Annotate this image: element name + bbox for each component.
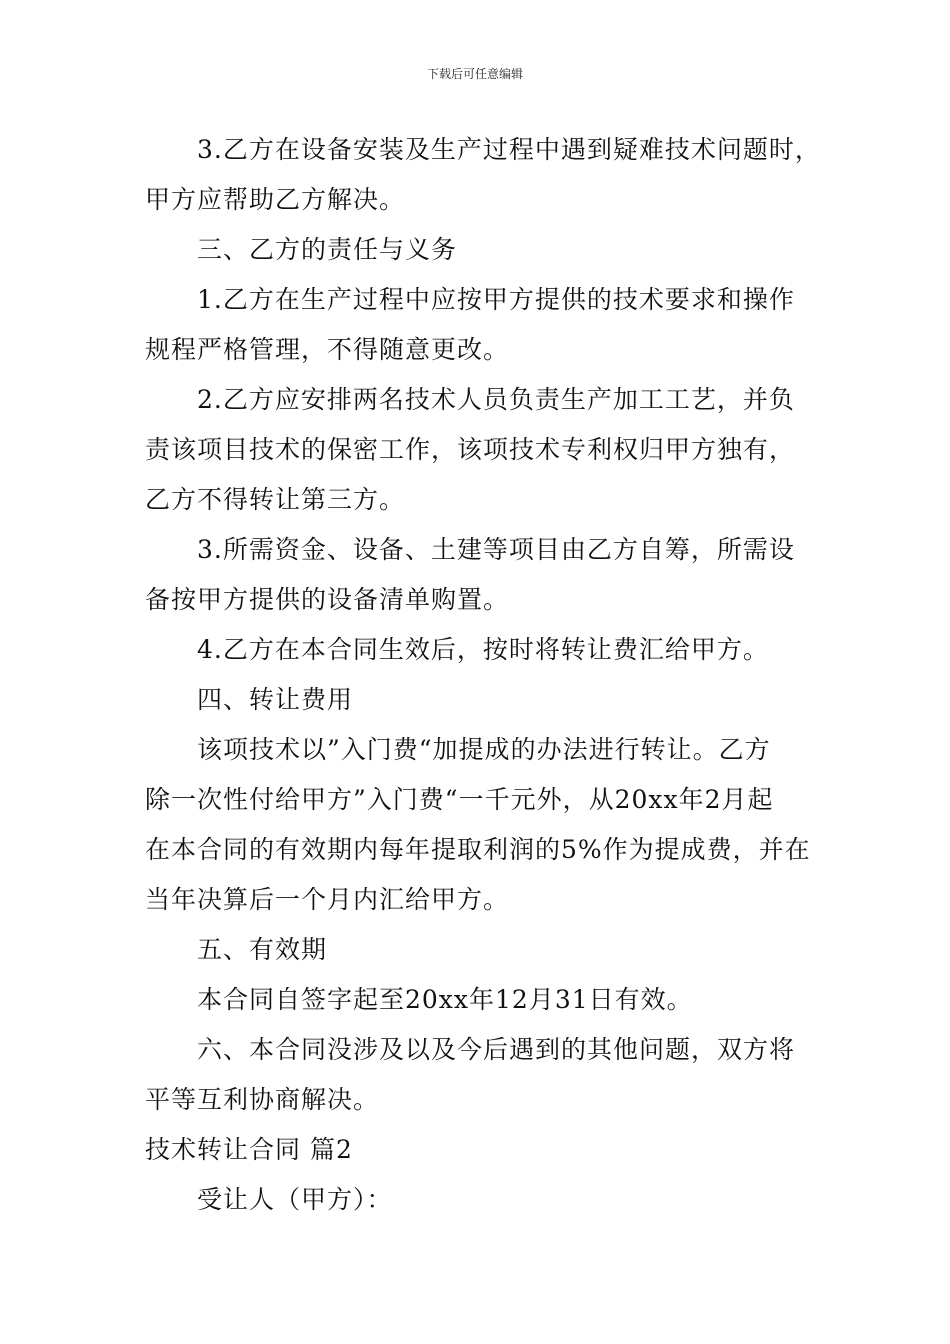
- body-line: 甲方应帮助乙方解决。: [145, 185, 406, 214]
- body-line: 平等互利协商解决。: [145, 1085, 380, 1114]
- body-line: 乙方不得转让第三方。: [145, 485, 406, 514]
- body-line: 在本合同的有效期内每年提取利润的5%作为提成费，并在: [145, 835, 811, 864]
- body-line: 备按甲方提供的设备清单购置。: [145, 585, 510, 614]
- body-line: 当年决算后一个月内汇给甲方。: [145, 885, 510, 914]
- document-title: 技术转让合同 篇2: [145, 1135, 353, 1164]
- section-heading: 四、转让费用: [197, 685, 354, 714]
- body-line: 除一次性付给甲方”入门费“一千元外，从20xx年2月起: [145, 785, 774, 814]
- body-line: 本合同自签字起至20xx年12月31日有效。: [197, 985, 693, 1014]
- body-line: 规程严格管理，不得随意更改。: [145, 335, 510, 364]
- body-line: 六、本合同没涉及以及今后遇到的其他问题，双方将: [197, 1035, 796, 1064]
- body-line: 4.乙方在本合同生效后，按时将转让费汇给甲方。: [197, 635, 769, 664]
- body-line: 3.所需资金、设备、土建等项目由乙方自筹，所需设: [197, 535, 795, 564]
- party-label: 受让人（甲方）：: [197, 1185, 393, 1214]
- body-line: 该项技术以”入门费“加提成的办法进行转让。乙方: [197, 735, 771, 764]
- section-heading: 五、有效期: [197, 935, 328, 964]
- body-line: 1.乙方在生产过程中应按甲方提供的技术要求和操作: [197, 285, 795, 314]
- body-line: 3.乙方在设备安装及生产过程中遇到疑难技术问题时，: [197, 135, 821, 164]
- page-header: 下载后可任意编辑: [426, 67, 523, 81]
- body-line: 责该项目技术的保密工作，该项技术专利权归甲方独有，: [145, 435, 796, 464]
- body-line: 2.乙方应安排两名技术人员负责生产加工工艺，并负: [197, 385, 795, 414]
- section-heading: 三、乙方的责任与义务: [197, 235, 458, 264]
